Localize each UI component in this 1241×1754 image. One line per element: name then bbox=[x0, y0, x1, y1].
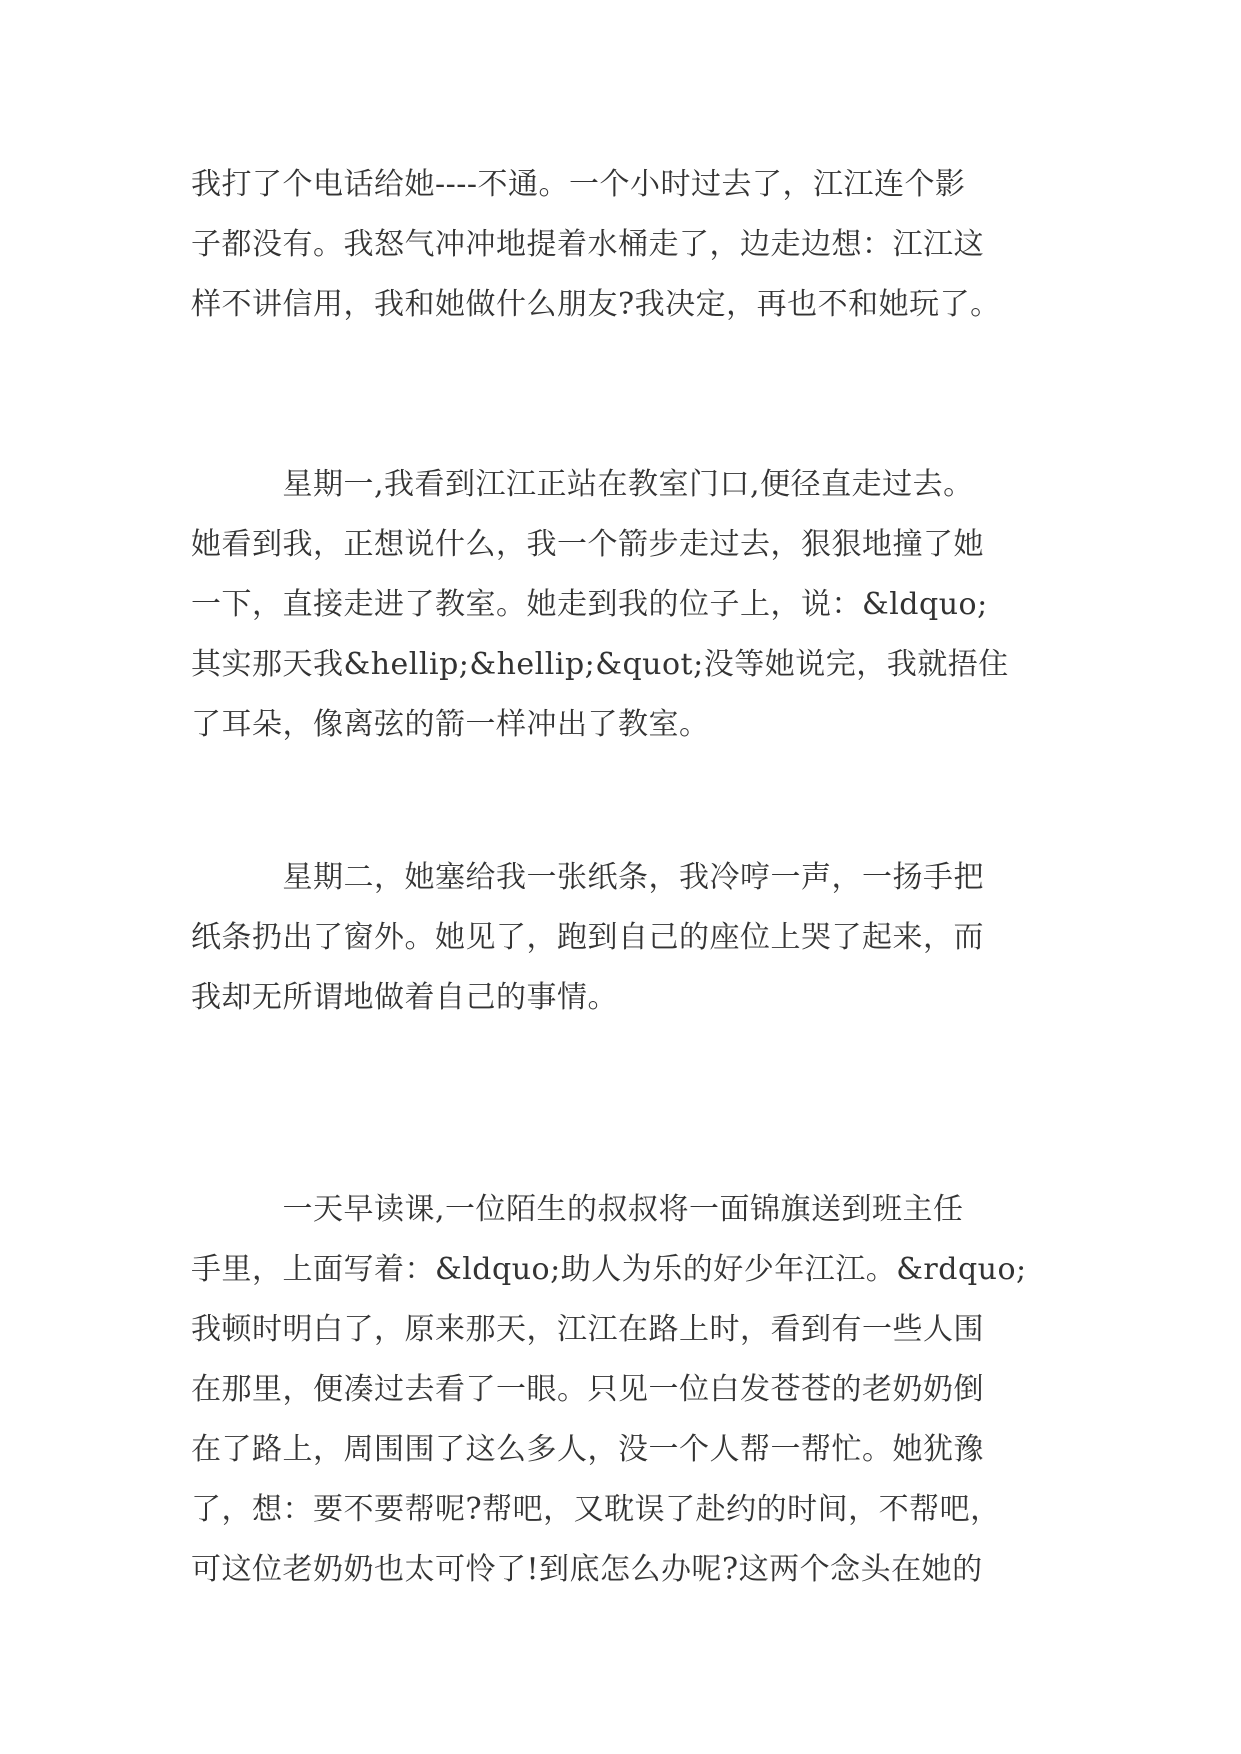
text-line: 在那里，便凑过去看了一眼。只见一位白发苍苍的老奶奶倒 bbox=[191, 1372, 984, 1407]
text-line: 星期二，她塞给我一张纸条，我冷哼一声，一扬手把 bbox=[191, 860, 984, 895]
text-line: 我顿时明白了，原来那天，江江在路上时，看到有一些人围 bbox=[191, 1312, 984, 1347]
paragraph-monday bbox=[191, 455, 1091, 755]
paragraph-morning-reading bbox=[191, 1180, 1091, 1600]
text-line: 可这位老奶奶也太可怜了!到底怎么办呢?这两个念头在她的 bbox=[191, 1552, 983, 1587]
text-line: 手里，上面写着：&ldquo;助人为乐的好少年江江。&rdquo; bbox=[191, 1252, 1027, 1287]
text-line: 了，想：要不要帮呢?帮吧，又耽误了赴约的时间，不帮吧， bbox=[191, 1492, 1001, 1527]
text-line: 在了路上，周围围了这么多人，没一个人帮一帮忙。她犹豫 bbox=[191, 1432, 984, 1467]
text-line: 其实那天我&hellip;&hellip;&quot;没等她说完，我就捂住 bbox=[191, 647, 1009, 682]
text-line: 了耳朵，像离弦的箭一样冲出了教室。 bbox=[191, 707, 710, 742]
text-line: 星期一,我看到江江正站在教室门口,便径直走过去。 bbox=[191, 467, 974, 502]
text-line: 她看到我，正想说什么，我一个箭步走过去，狠狠地撞了她 bbox=[191, 527, 984, 562]
text-line: 样不讲信用，我和她做什么朋友?我决定，再也不和她玩了。 bbox=[191, 287, 1001, 322]
text-line: 我却无所谓地做着自己的事情。 bbox=[191, 980, 618, 1015]
text-line: 纸条扔出了窗外。她见了，跑到自己的座位上哭了起来，而 bbox=[191, 920, 984, 955]
paragraph-tuesday bbox=[191, 848, 1091, 1028]
text-line: 一天早读课,一位陌生的叔叔将一面锦旗送到班主任 bbox=[191, 1192, 964, 1227]
text-line: 子都没有。我怒气冲冲地提着水桶走了，边走边想：江江这 bbox=[191, 227, 984, 262]
text-line: 一下，直接走进了教室。她走到我的位子上，说：&ldquo; bbox=[191, 587, 988, 622]
text-line: 我打了个电话给她----不通。一个小时过去了，江江连个影 bbox=[191, 167, 966, 202]
paragraph-phone-call bbox=[191, 155, 1091, 335]
